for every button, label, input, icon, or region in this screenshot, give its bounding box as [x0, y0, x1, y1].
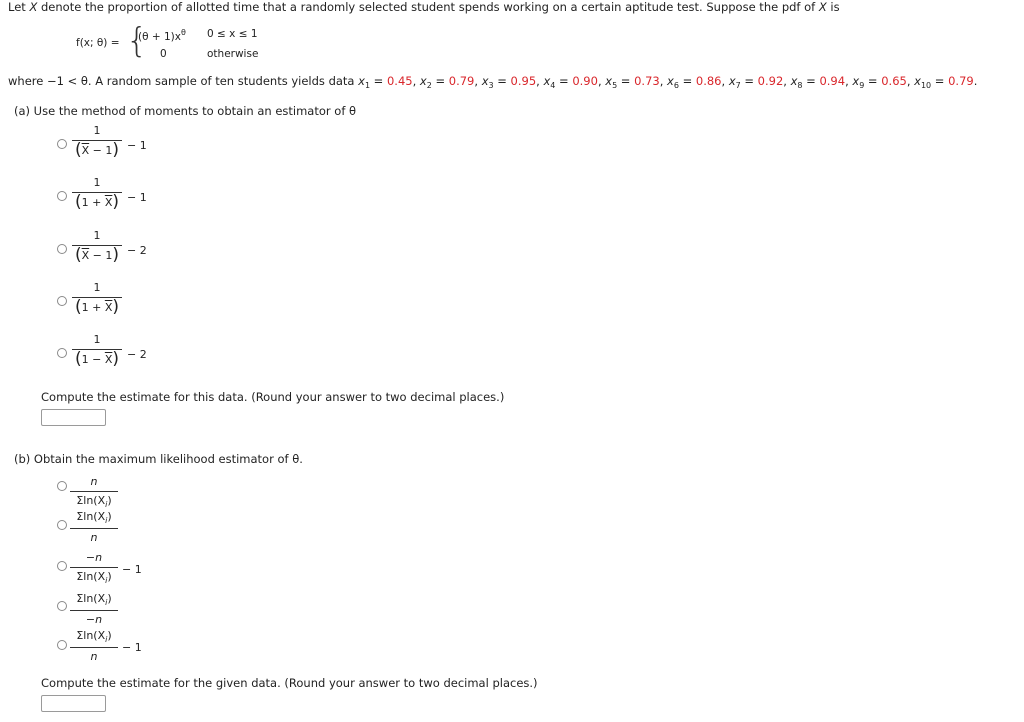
data-point-sub: 8	[797, 81, 803, 90]
fraction-numerator: 1	[93, 124, 101, 137]
part-a-option-suffix: − 2	[127, 244, 147, 257]
fraction-numerator: 1	[93, 229, 101, 242]
data-point-label: x	[790, 74, 798, 88]
data-point-label: x	[914, 74, 921, 88]
data-point: $x_4 = 0.90$	[543, 74, 598, 90]
pdf-lhs: f(x; θ) =	[76, 37, 120, 49]
part-b-option-fraction	[70, 629, 118, 663]
fraction-denominator: −n	[85, 613, 103, 626]
part-b-option-radio[interactable]	[57, 520, 67, 530]
fraction-denominator: $\Sigma\ln(X_i)$	[76, 570, 112, 585]
data-point: $x_6 = 0.86$	[667, 74, 722, 90]
data-point-value: 0.86	[695, 74, 722, 88]
data-point: $x_9 = 0.65$	[852, 74, 907, 90]
part-a-option-suffix: − 2	[127, 348, 147, 361]
fraction-numerator: $\Sigma\ln(X_i)$	[76, 629, 112, 644]
part-b-option-fraction	[70, 475, 118, 509]
part-b-option-fraction	[70, 592, 118, 626]
pdf-brace: {	[126, 21, 148, 61]
data-point-value: 0.95	[510, 74, 537, 88]
data-point-label: x	[419, 74, 427, 88]
intro-text: Let X denote the proportion of allotted time that a randomly selected student spends working on a certain aptitude test. Suppose the pdf of X is	[8, 0, 840, 14]
data-point-label: x	[358, 74, 365, 88]
part-a-option-radio[interactable]	[57, 139, 67, 149]
part-a-option-suffix: − 1	[127, 191, 147, 204]
fraction-numerator: 1	[93, 281, 101, 294]
part-a-option-radio[interactable]	[57, 244, 67, 254]
data-points: $x_1 = 0.45$, $x_2 = 0.79$, $x_3 = 0.95$, $x_4 = 0.90$, $x_5 = 0.73$, $x_6 = 0.86$, $x_7 = 0.92$, $x_8 = 0.94$, $x_9 = 0.65$, $x_{10} = 0.79$.	[358, 74, 978, 90]
data-point-value: 0.79	[948, 74, 974, 88]
pdf-case1-cond: 0 ≤ x ≤ 1	[207, 28, 258, 40]
data-point-label: x	[852, 74, 860, 88]
data-point-value: 0.65	[881, 74, 907, 88]
data-point: $x_{10} = 0.79$	[914, 74, 974, 90]
fraction-denominator: $(\overline{X} - 1)$	[74, 140, 120, 160]
part-a-option-suffix: − 1	[127, 139, 147, 152]
data-point-sub: 10	[920, 81, 932, 90]
data-point: $x_3 = 0.95$	[481, 74, 537, 90]
part-a-option-radio[interactable]	[57, 348, 67, 358]
part-b-option-radio[interactable]	[57, 601, 67, 611]
fraction-numerator: $\Sigma\ln(X_i)$	[76, 592, 112, 607]
part-b-option-fraction	[70, 551, 118, 585]
pdf-case1-expr: (θ + 1)x	[138, 31, 181, 43]
data-point: $x_5 = 0.73$	[605, 74, 660, 90]
pdf-case2-expr: 0	[160, 48, 167, 60]
data-point-value: 0.73	[634, 74, 660, 88]
fraction-numerator: 1	[93, 333, 101, 346]
fraction-numerator: −n	[85, 551, 103, 564]
fraction-denominator: $(\overline{X} - 1)$	[74, 245, 120, 265]
fraction-denominator: $(1 + \overline{X})$	[74, 192, 120, 212]
fraction-numerator: 1	[93, 176, 101, 189]
part-a-compute-prompt: Compute the estimate for this data. (Round your answer to two decimal places.)	[41, 390, 505, 404]
pdf-case1	[138, 28, 186, 43]
data-point-label: x	[728, 74, 736, 88]
fraction-denominator: $(1 - \overline{X})$	[74, 349, 120, 369]
data-point-sub: 7	[735, 81, 741, 90]
part-a-prompt: (a) Use the method of moments to obtain an estimator of θ	[14, 104, 357, 118]
data-line	[8, 74, 977, 90]
data-point-label: x	[481, 74, 489, 88]
data-point-value: 0.79	[448, 74, 475, 88]
part-b-option-fraction	[70, 510, 118, 544]
part-b-option-suffix: − 1	[122, 563, 142, 576]
fraction-denominator: n	[90, 531, 98, 544]
part-a-option-radio[interactable]	[57, 296, 67, 306]
part-a-option-fraction	[72, 333, 122, 369]
part-a-option-fraction	[72, 229, 122, 265]
pdf-case1-sup: θ	[180, 28, 186, 37]
data-prefix: where −1 < θ. A random sample of ten students yields data	[8, 74, 359, 88]
part-a-option-fraction	[72, 124, 122, 160]
part-a-answer-input[interactable]	[41, 409, 106, 426]
data-point-label: x	[543, 74, 551, 88]
part-b-answer-input[interactable]	[41, 695, 106, 712]
pdf-case2-cond: otherwise	[207, 48, 259, 60]
data-point-sub: 2	[426, 81, 432, 90]
part-a-option-fraction	[72, 281, 122, 317]
data-point: $x_7 = 0.92$	[728, 74, 784, 90]
data-point-label: x	[667, 74, 674, 88]
data-point: $x_1 = 0.45$	[358, 74, 413, 90]
data-point-sub: 1	[364, 81, 371, 90]
part-a-option-radio[interactable]	[57, 191, 67, 201]
part-b-option-suffix: − 1	[122, 641, 142, 654]
data-point-sub: 5	[612, 81, 618, 90]
data-point-sub: 9	[859, 81, 865, 90]
fraction-numerator: $\Sigma\ln(X_i)$	[76, 510, 112, 525]
data-point-value: 0.90	[572, 74, 598, 88]
data-point: $x_8 = 0.94$	[790, 74, 846, 90]
part-a-option-fraction	[72, 176, 122, 212]
fraction-denominator: $\Sigma\ln(X_i)$	[76, 494, 112, 509]
fraction-numerator: n	[90, 475, 98, 488]
data-point: $x_2 = 0.79$	[419, 74, 475, 90]
data-point-label: x	[605, 74, 613, 88]
part-b-option-radio[interactable]	[57, 640, 67, 650]
part-b-compute-prompt: Compute the estimate for the given data. (Round your answer to two decimal places.)	[41, 676, 538, 690]
data-point-sub: 6	[673, 81, 679, 90]
problem-intro	[8, 0, 840, 14]
fraction-denominator: n	[90, 650, 98, 663]
data-point-value: 0.92	[757, 74, 784, 88]
data-point-sub: 3	[488, 81, 494, 90]
part-b-option-radio[interactable]	[57, 481, 67, 491]
data-point-sub: 4	[550, 81, 556, 90]
part-b-prompt: (b) Obtain the maximum likelihood estimator of θ.	[14, 452, 303, 466]
fraction-denominator: $(1 + \overline{X})$	[74, 297, 120, 317]
data-point-value: 0.94	[819, 74, 846, 88]
part-b-option-radio[interactable]	[57, 561, 67, 571]
data-point-value: 0.45	[386, 74, 413, 88]
